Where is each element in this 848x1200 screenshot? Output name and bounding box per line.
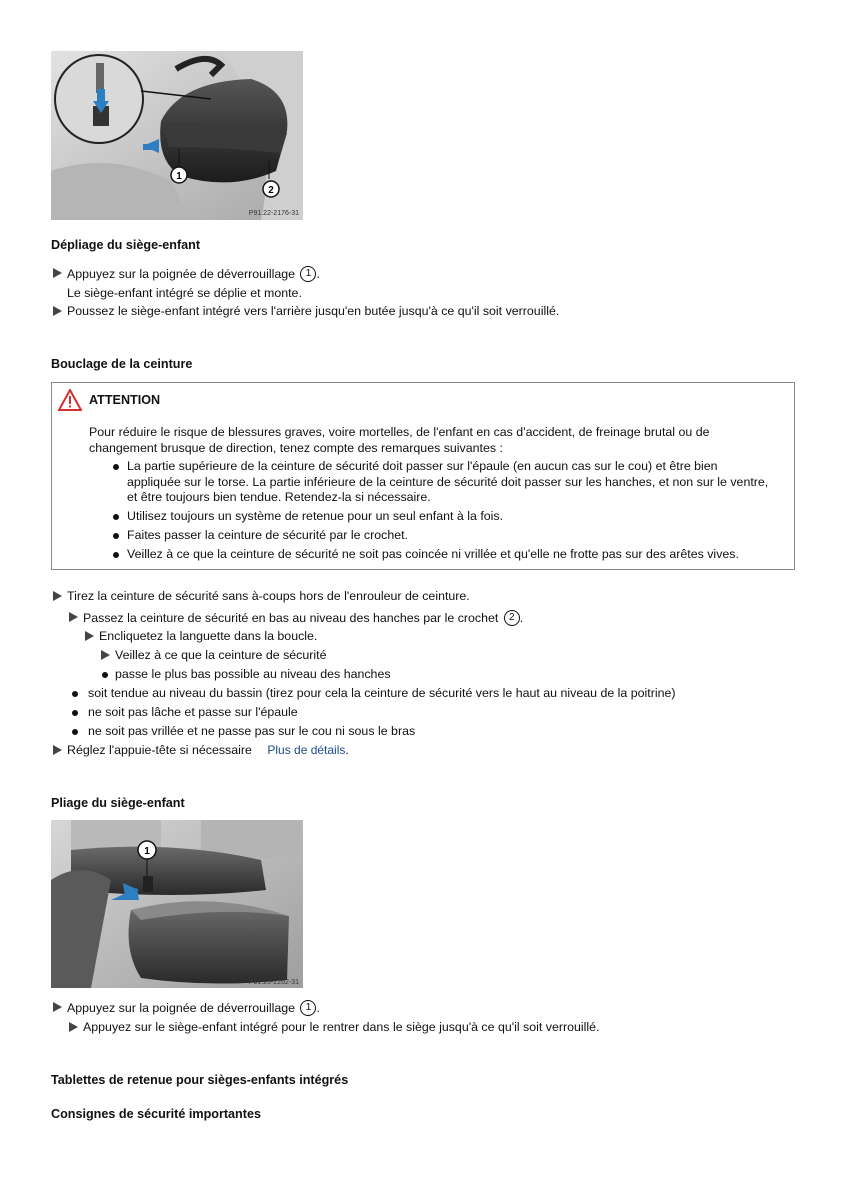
child-seat-unfold-illustration — [51, 51, 303, 220]
step-text: soit tendue au niveau du bassin (tirez pour cela la ceinture de sécurité vers le haut au niveau de la poitrine) — [88, 686, 676, 700]
step-buckle-4 — [99, 648, 326, 662]
fig2-callout-1: 1 — [144, 846, 150, 857]
section-title-tablets: Tablettes de retenue pour sièges-enfants intégrés — [51, 1073, 349, 1087]
step-arrow-icon — [69, 1022, 78, 1032]
fig2-code: P91.20-2262-31 — [248, 979, 299, 986]
warning-intro-line2: changement brusque de direction, tenez compte des remarques suivantes : — [89, 441, 503, 455]
step-text: Tirez la ceinture de sécurité sans à-coups hors de l'enrouleur de ceinture. — [67, 589, 470, 603]
step-buckle-9: Réglez l'appuie-tête si nécessaire Plus de détails. — [51, 743, 349, 757]
step-buckle-2: Passez la ceinture de sécurité en bas au niveau des hanches par le crochet 2 . — [67, 610, 523, 626]
step-buckle-1 — [51, 589, 470, 603]
warning-intro-line1: Pour réduire le risque de blessures graves, voire mortelles, de l'enfant en cas d'accident, de freinage brutal ou de — [89, 425, 710, 439]
step-text: Appuyez sur le siège-enfant intégré pour le rentrer dans le siège jusqu'à ce qu'il soit verrouillé. — [83, 1020, 600, 1034]
step-buckle-7 — [72, 705, 298, 719]
step-buckle-6 — [72, 686, 676, 700]
step-text: Encliquetez la languette dans la boucle. — [99, 629, 318, 643]
warning-bullet1-line3: et être toujours bien tendue. Retendez-la si nécessaire. — [127, 490, 431, 504]
step-arrow-icon — [53, 591, 62, 601]
step-buckle-5 — [99, 667, 391, 681]
section-title-fold: Pliage du siège-enfant — [51, 796, 185, 810]
warning-bullet1-line2: appliquée sur le torse. La partie inférieure de la ceinture de sécurité doit passer sur les hanches, et non sur le ventre, — [127, 475, 769, 489]
more-details-link[interactable]: Plus de détails — [267, 743, 346, 757]
bullet-icon — [102, 672, 108, 678]
step-arrow-icon — [53, 1002, 62, 1012]
warning-bullet4: Veillez à ce que la ceinture de sécurité ne soit pas coincée ni vrillée et qu'elle ne frotte pas sur des arêtes vives. — [127, 547, 739, 561]
child-seat-fold-illustration — [51, 820, 303, 988]
warning-bullet3: Faites passer la ceinture de sécurité par le crochet. — [127, 528, 408, 542]
step-buckle-3 — [83, 629, 317, 643]
warning-bullet1-line1: La partie supérieure de la ceinture de sécurité doit passer sur l'épaule (en aucun cas sur le cou) et être bien — [127, 459, 718, 473]
warning-bullet2: Utilisez toujours un système de retenue pour un seul enfant à la fois. — [127, 509, 504, 523]
bullet-icon — [72, 729, 78, 735]
step-text: Passez la ceinture de sécurité en bas au niveau des hanches par le crochet — [83, 611, 499, 625]
step-arrow-icon — [101, 650, 110, 660]
warning-triangle-icon — [58, 389, 82, 411]
step-arrow-icon — [69, 612, 78, 622]
bullet-icon — [113, 533, 119, 539]
step-text: ne soit pas lâche et passe sur l'épaule — [88, 705, 298, 719]
step-unfold-2 — [51, 304, 559, 318]
step-unfold-1: Appuyez sur la poignée de déverrouillage 1 . — [51, 266, 320, 282]
callout-ref-icon: 1 — [300, 1000, 316, 1016]
step-text: Appuyez sur la poignée de déverrouillage — [67, 1001, 296, 1015]
step-buckle-8 — [72, 724, 415, 738]
step-text: ne soit pas vrillée et ne passe pas sur le cou ni sous le bras — [88, 724, 416, 738]
section-title-unfold: Dépliage du siège-enfant — [51, 238, 201, 252]
step-unfold-result: Le siège-enfant intégré se déplie et monte. — [67, 286, 302, 300]
fig1-callout-2: 2 — [268, 185, 274, 196]
step-arrow-icon — [85, 631, 94, 641]
section-title-buckle: Bouclage de la ceinture — [51, 357, 193, 371]
callout-ref-icon: 2 — [504, 610, 520, 626]
step-arrow-icon — [53, 268, 62, 278]
warning-box — [51, 382, 795, 570]
bullet-icon — [113, 514, 119, 520]
fig1-code: P91.22-2176-31 — [248, 210, 299, 217]
bullet-icon — [72, 710, 78, 716]
step-arrow-icon — [53, 745, 62, 755]
bullet-icon — [113, 552, 119, 558]
warning-heading: ATTENTION — [89, 393, 161, 407]
step-arrow-icon — [53, 306, 62, 316]
step-fold-1: Appuyez sur la poignée de déverrouillage 1 . — [51, 1000, 320, 1016]
step-text: Veillez à ce que la ceinture de sécurité — [115, 648, 327, 662]
callout-ref-icon: 1 — [300, 266, 316, 282]
step-fold-2 — [67, 1020, 599, 1034]
step-text: Poussez le siège-enfant intégré vers l'arrière jusqu'en butée jusqu'à ce qu'il soit verrouillé. — [67, 304, 560, 318]
step-text: passe le plus bas possible au niveau des hanches — [115, 667, 391, 681]
fig1-callout-1: 1 — [176, 171, 182, 182]
step-text: Appuyez sur la poignée de déverrouillage — [67, 267, 296, 281]
bullet-icon — [72, 691, 78, 697]
bullet-icon — [113, 464, 119, 470]
figure-child-seat-fold — [51, 820, 303, 988]
figure-child-seat-unfold — [51, 51, 303, 220]
section-title-safety: Consignes de sécurité importantes — [51, 1107, 261, 1121]
step-text: Réglez l'appuie-tête si nécessaire — [67, 743, 252, 757]
